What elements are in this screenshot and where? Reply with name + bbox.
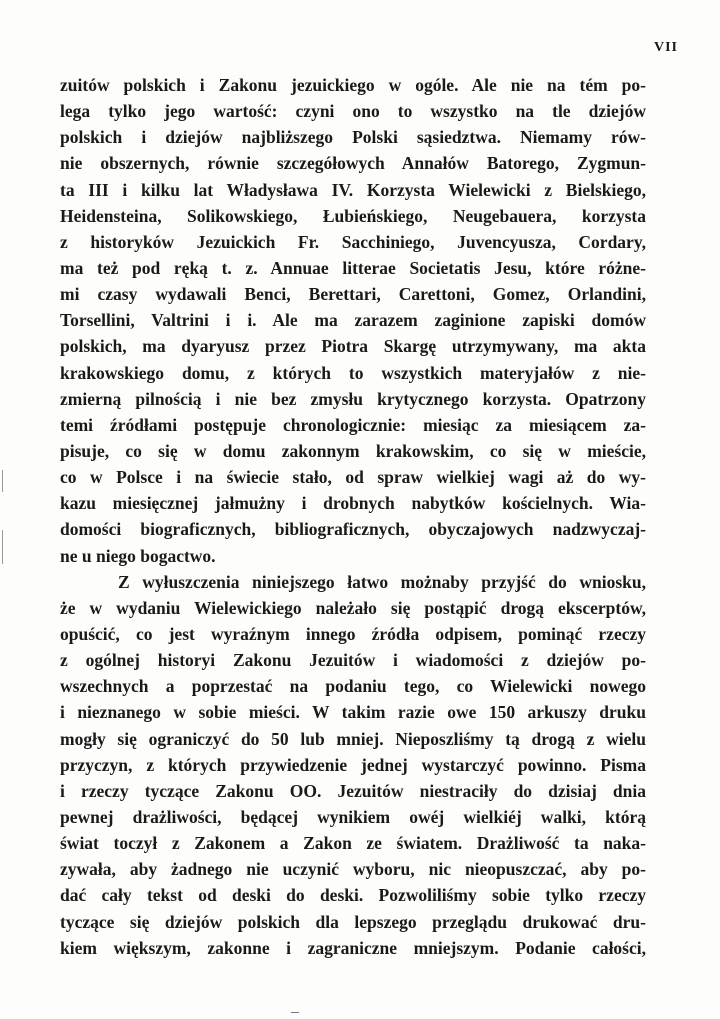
text-line: dać cały tekst od deski do deski. Pozwoliliśmy sobie tylko rzeczy xyxy=(60,885,646,906)
text-line: temi źródłami postępuje chronologicznie: miesiąc za miesiącem za- xyxy=(60,414,646,435)
text-line: mogły się ograniczyć do 50 lub mniej. Nieposzliśmy tą drogą z wielu xyxy=(60,728,646,749)
text-line: polskich, ma dyaryusz przez Piotra Skargę utrzymywany, ma akta xyxy=(60,336,646,357)
text-line: mi czasy wydawali Benci, Berettari, Carettoni, Gomez, Orlandini, xyxy=(60,284,646,305)
page-number: VII xyxy=(653,40,678,55)
text-line: krakowskiego domu, z których to wszystkich materyjałów z nie- xyxy=(60,362,646,383)
text-line: Heidensteina, Solikowskiego, Łubieńskiego, Neugebauera, korzysta xyxy=(60,205,646,226)
text-line: że w wydaniu Wielewickiego należało się postąpić drogą ekscerptów, xyxy=(60,597,646,618)
text-line: zuitów polskich i Zakonu jezuickiego w ogóle. Ale nie na tém po- xyxy=(60,75,646,95)
text-line: wszechnych a poprzestać na podaniu tego, co Wielewicki nowego xyxy=(60,676,646,697)
text-line: z historyków Jezuickich Fr. Sacchiniego, Juvencyusza, Cordary, xyxy=(60,231,646,252)
text-line: kazu miesięcznej jałmużny i drobnych nabytków kościelnych. Wia- xyxy=(60,493,646,514)
text-line: Z wyłuszczenia niniejszego łatwo możnaby przyjść do wniosku, xyxy=(118,571,646,592)
text-line: polskich i dziejów najbliższego Polski sąsiedztwa. Niemamy rów- xyxy=(60,127,646,148)
text-line: opuścić, co jest wyraźnym innego źródła odpisem, pominąć rzeczy xyxy=(60,623,646,644)
text-line: kiem większym, zakonne i zagraniczne mniejszym. Podanie całości, xyxy=(60,937,646,958)
text-line: świat toczył z Zakonem a Zakon ze światem. Drażliwość ta naka- xyxy=(60,833,646,854)
text-line: i nieznanego w sobie mieści. W takim razie owe 150 arkuszy druku xyxy=(60,702,646,723)
text-line: zywała, aby żadnego nie uczynić wyboru, nic nieopuszczać, aby po- xyxy=(60,859,646,880)
text-line: i rzeczy tyczące Zakonu OO. Jezuitów niestraciły do dzisiaj dnia xyxy=(60,780,646,801)
text-line: przyczyn, z których przywiedzenie jednej wystarczyć powinno. Pisma xyxy=(60,754,646,775)
text-line: lega tylko jego wartość: czyni ono to wszystko na tle dziejów xyxy=(60,101,646,122)
text-line: nie obszernych, równie szczegółowych Annałów Batorego, Zygmun- xyxy=(60,153,646,174)
text-line: ne u niego bogactwo. xyxy=(60,545,216,566)
text-line: co w Polsce i na świecie stało, od spraw wielkiej wagi aż do wy- xyxy=(60,467,646,488)
scan-bottom-mark xyxy=(291,1012,299,1013)
text-line: z ogólnej historyi Zakonu Jezuitów i wiadomości z dziejów po- xyxy=(60,650,646,671)
text-line: pewnej drażliwości, będącej wynikiem owéj wielkiéj walki, którą xyxy=(60,806,646,827)
scan-edge-mark xyxy=(2,530,3,564)
text-line: zmierną pilnością i nie bez zmysłu krytycznego korzysta. Opatrzony xyxy=(60,388,646,409)
text-line: domości biograficznych, bibliograficznych, obyczajowych nadzwyczaj- xyxy=(60,519,646,540)
text-line: Torsellini, Valtrini i i. Ale ma zarazem zaginione zapiski domów xyxy=(60,310,646,331)
text-line: ma też pod ręką t. z. Annuae litterae Societatis Jesu, które różne- xyxy=(60,257,646,278)
text-line: pisuje, co się w domu zakonnym krakowskim, co się w mieście, xyxy=(60,440,646,461)
body-text xyxy=(60,72,646,961)
scan-edge-mark xyxy=(2,470,3,492)
text-line: ta III i kilku lat Władysława IV. Korzysta Wielewicki z Bielskiego, xyxy=(60,179,646,200)
text-line: tyczące się dziejów polskich dla lepszego przeglądu drukować dru- xyxy=(60,911,646,932)
